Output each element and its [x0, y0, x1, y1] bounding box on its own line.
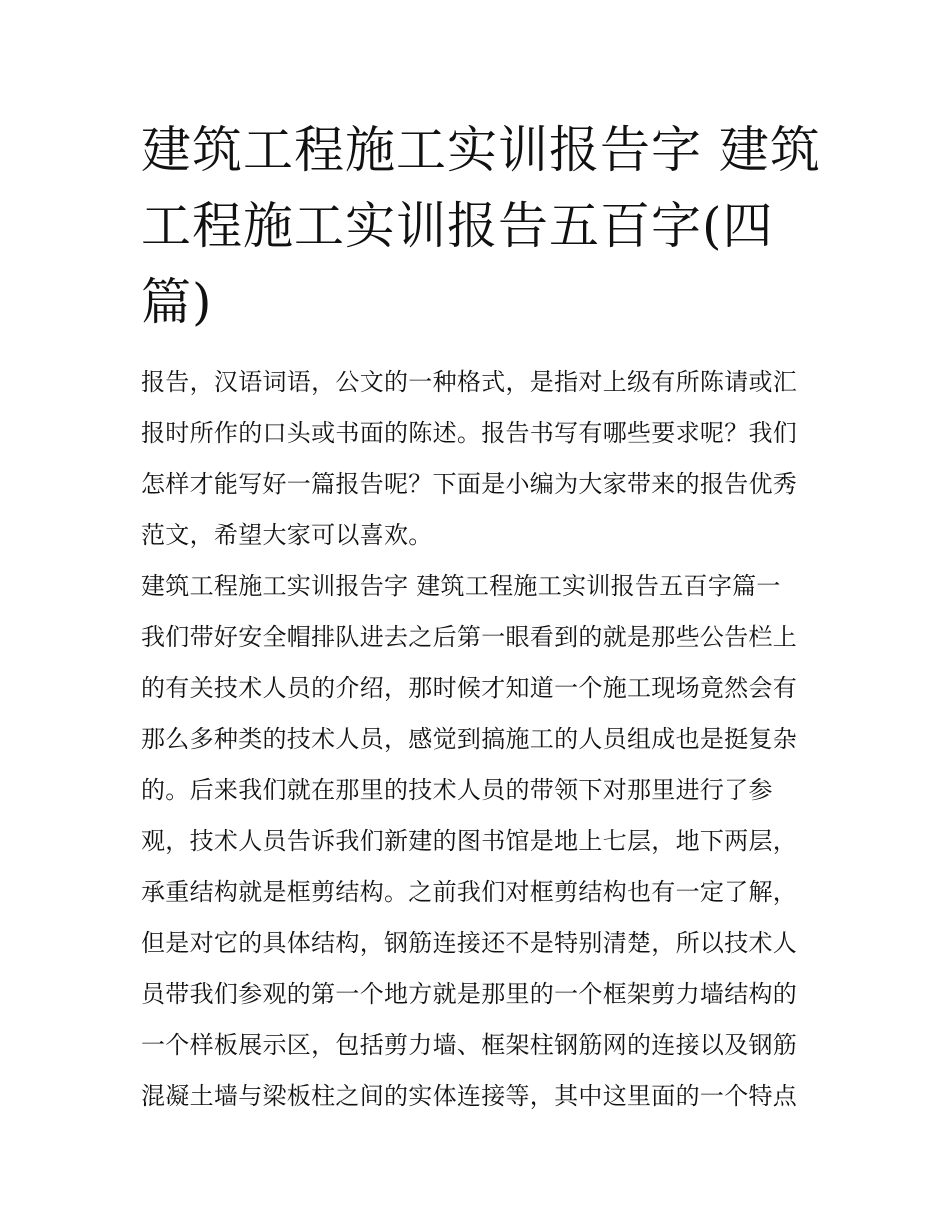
- document-body: [141, 357, 821, 1122]
- body-line: 混凝土墙与梁板柱之间的实体连接等，其中这里面的一个特点: [141, 1082, 798, 1110]
- title-line: 工程施工实训报告五百字(四: [141, 197, 774, 255]
- body-line: 的有关技术人员的介绍，那时候才知道一个施工现场竟然会有: [141, 674, 798, 702]
- body-line: 但是对它的具体结构，钢筋连接还不是特别清楚，所以技术人: [141, 929, 798, 957]
- section-heading-line: 建筑工程施工实训报告字 建筑工程施工实训报告五百字篇一: [141, 572, 781, 600]
- body-line: 承重结构就是框剪结构。之前我们对框剪结构也有一定了解，: [141, 878, 798, 906]
- body-line: 员带我们参观的第一个地方就是那里的一个框架剪力墙结构的: [141, 980, 798, 1008]
- title-line: 建筑工程施工实训报告字 建筑: [141, 121, 821, 179]
- body-line: 一个样板展示区，包括剪力墙、框架柱钢筋网的连接以及钢筋: [141, 1031, 798, 1059]
- body-line: 我们带好安全帽排队进去之后第一眼看到的就是那些公告栏上: [141, 623, 798, 651]
- body-line: 观，技术人员告诉我们新建的图书馆是地上七层，地下两层，: [141, 827, 798, 855]
- body-line: 报时所作的口头或书面的陈述。报告书写有哪些要求呢？我们: [141, 419, 798, 447]
- body-line: 范文，希望大家可以喜欢。: [141, 521, 433, 549]
- body-line: 怎样才能写好一篇报告呢？下面是小编为大家带来的报告优秀: [141, 470, 798, 498]
- body-line: 报告，汉语词语，公文的一种格式，是指对上级有所陈请或汇: [141, 368, 798, 396]
- document-title: [141, 112, 821, 340]
- body-line: 的。后来我们就在那里的技术人员的带领下对那里进行了参: [141, 776, 773, 804]
- body-line: 那么多种类的技术人员，感觉到搞施工的人员组成也是挺复杂: [141, 725, 798, 753]
- title-line: 篇): [141, 273, 213, 331]
